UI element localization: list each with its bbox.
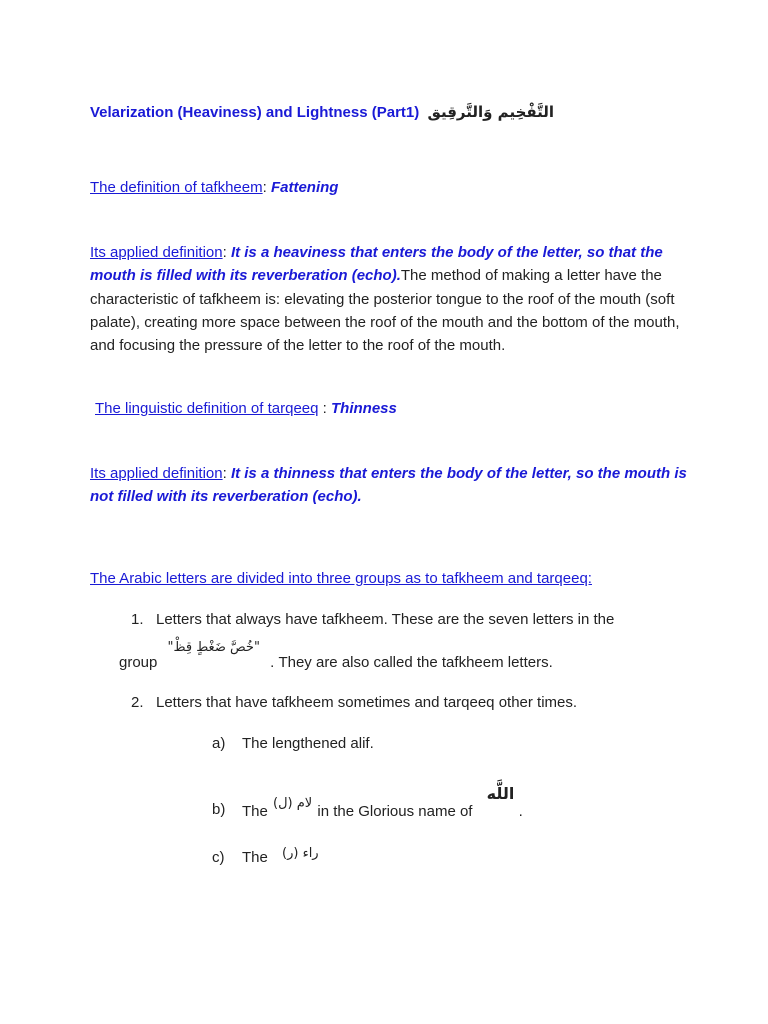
sub-item-b-line	[242, 784, 523, 820]
title-text: Velarization (Heaviness) and Lightness (Part1)	[90, 104, 420, 121]
applied-definition-tafkheem	[90, 241, 690, 357]
list-item-1-text: Letters that always have tafkheem. These are the seven letters in the	[156, 611, 615, 628]
applied-definition-2-sep: :	[222, 465, 231, 482]
list-item-1-number: 1.	[131, 611, 144, 628]
group-after: . They are also called the tafkheem letters.	[270, 654, 553, 671]
applied-definition-rest: The method of making a letter have the characteristic of tafkheem is: elevating the posterior tongue to the roof of the mouth (soft palate), creating more space between the roof of the mouth and the bottom of the mouth, and focusing the pressure of the letter to the roof of the mouth.	[90, 267, 680, 355]
sub-item-c-line	[242, 846, 319, 866]
tafkheem-definition	[90, 179, 338, 196]
list-item-1-group	[119, 640, 553, 671]
sub-item-c-text1: The	[242, 849, 268, 866]
sub-item-b-text1: The	[242, 803, 268, 820]
list-item-2-text: Letters that have tafkheem sometimes and tarqeeq other times.	[156, 694, 578, 711]
sub-item-a-text: The lengthened alif.	[242, 735, 374, 752]
groups-heading-text: The Arabic letters are divided into three groups as to tafkheem and tarqeeq:	[90, 570, 592, 587]
group-arabic: "خُصَّ ضَغْطٍ قِظْ"	[167, 640, 260, 655]
group-word: group	[119, 654, 158, 671]
applied-definition-label: Its applied definition	[90, 244, 223, 261]
title-arabic: التَّفْخِيم وَالتَّرقِيق	[427, 103, 555, 121]
sub-item-c-arabic1: راء (ر)	[282, 846, 319, 861]
sub-item-b-mark: b)	[212, 801, 226, 818]
tarqeeq-definition-value: Thinness	[331, 400, 397, 417]
tarqeeq-definition	[95, 400, 397, 417]
sub-item-c-mark: c)	[212, 849, 225, 866]
sub-item-b-end: .	[518, 803, 523, 820]
tafkheem-definition-value: Fattening	[270, 179, 339, 196]
tafkheem-definition-sep: :	[262, 179, 271, 196]
applied-definition-sep: :	[222, 244, 231, 261]
sub-item-b-arabic1: لام (ل)	[273, 796, 313, 811]
applied-definition-tarqeeq	[90, 462, 690, 509]
applied-definition-2-label: Its applied definition	[90, 465, 223, 482]
tafkheem-definition-label: The definition of tafkheem	[90, 179, 263, 196]
applied-definition-bold: It is a heaviness that enters the body of the letter, so that the mouth is filled with its reverberation (echo).	[90, 244, 663, 285]
sub-item-a-mark: a)	[212, 735, 226, 752]
sub-item-b-arabic2: اللَّه	[486, 784, 515, 803]
sub-item-b-text2: in the Glorious name of	[317, 803, 473, 820]
tarqeeq-definition-sep: :	[318, 400, 331, 417]
applied-definition-2-bold: It is a thinness that enters the body of the letter, so the mouth is not filled with its reverberation (echo).	[90, 465, 687, 506]
document-title	[90, 103, 690, 121]
tarqeeq-definition-label: The linguistic definition of tarqeeq	[95, 400, 319, 417]
groups-heading	[90, 570, 592, 587]
list-item-2-number: 2.	[131, 694, 144, 711]
